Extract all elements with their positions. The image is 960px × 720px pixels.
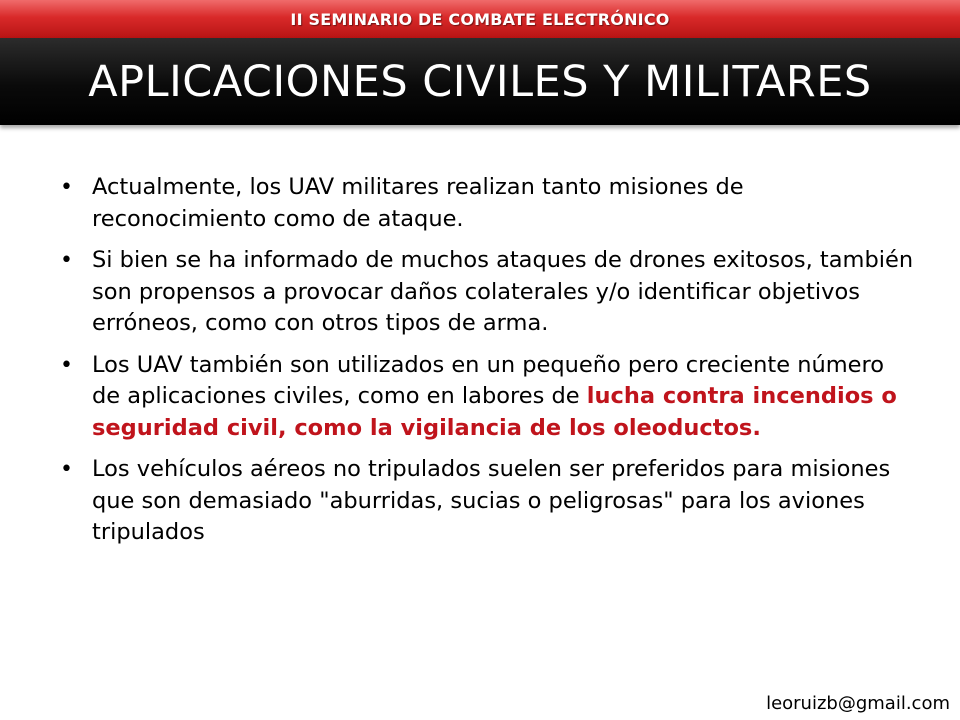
seminar-banner: [0, 0, 960, 38]
bullet-item-dull-dirty-dangerous: [58, 454, 918, 549]
bullet-icon: •: [60, 248, 73, 273]
slide-title: APLICACIONES CIVILES Y MILITARES: [88, 56, 872, 107]
title-bar: [0, 38, 960, 125]
bullet-icon: •: [60, 457, 73, 482]
slide-content: [58, 172, 918, 559]
bullet-list: [58, 172, 918, 549]
bullet-text: Si bien se ha informado de muchos ataques de drones exitosos, también son propensos a provocar daños colaterales y/o identificar objetivos erróneos, como con otros tipos de arma.: [92, 247, 914, 336]
bullet-item-military-missions: [58, 172, 918, 235]
bullet-text: Los UAV también son utilizados en un pequeño pero creciente número de aplicaciones civiles, como en labores de: [92, 351, 885, 409]
seminar-banner-text: II SEMINARIO DE COMBATE ELECTRÓNICO: [290, 9, 670, 29]
bullet-item-collateral-damage: [58, 245, 918, 340]
bullet-text: Los vehículos aéreos no tripulados suelen ser preferidos para misiones que son demasiado "aburridas, sucias o peligrosas" para los aviones tripulados: [92, 456, 891, 545]
bullet-icon: •: [60, 175, 73, 200]
bullet-icon: •: [60, 352, 73, 378]
bullet-item-civil-applications: [58, 350, 918, 445]
bullet-text: Actualmente, los UAV militares realizan tanto misiones de reconocimiento como de ataque.: [92, 174, 744, 232]
footer-email: leoruizb@gmail.com: [766, 693, 950, 714]
highlighted-text: lucha contra incendios o seguridad civil, como la vigilancia de los oleoductos.: [92, 383, 897, 441]
